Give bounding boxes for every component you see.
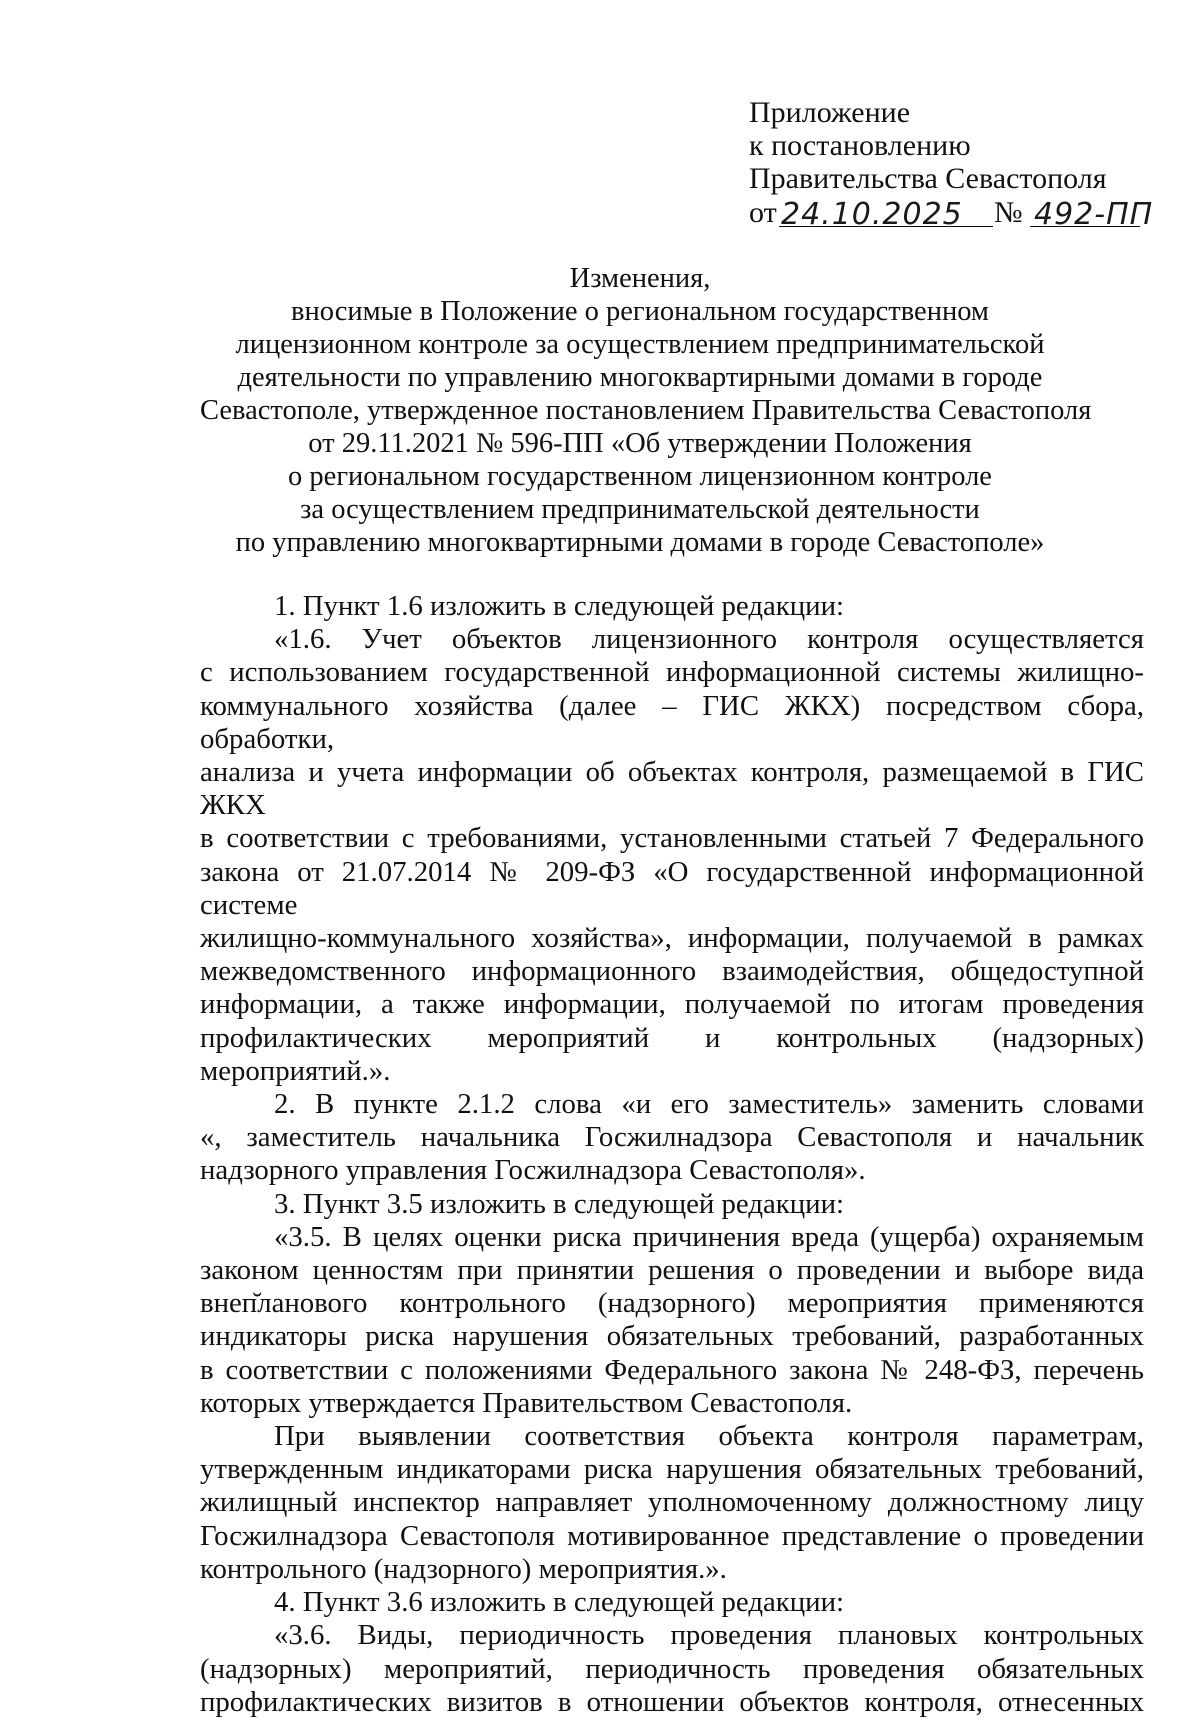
text-line: надзорного управления Госжилнадзора Севастополя». <box>200 1154 866 1187</box>
text-line: «1.6. Учет объектов лицензионного контроля осуществляется <box>274 623 1144 656</box>
text-line: закона от 21.07.2014 № 209-ФЗ «О государственной информационной системе <box>200 855 1144 921</box>
paragraph-6 <box>200 1420 1144 1586</box>
paragraph-8 <box>200 1619 1144 1719</box>
paragraph-3 <box>200 1088 1144 1188</box>
date-underline <box>779 226 993 227</box>
text-line: «3.6. Виды, периодичность проведения плановых контрольных <box>274 1619 1144 1652</box>
appendix-block <box>749 96 1169 195</box>
paragraph-5 <box>200 1221 1144 1420</box>
text-line: информации, а также информации, получаемой по итогам проведения <box>200 988 1144 1021</box>
number-prefix: № <box>994 196 1023 229</box>
text-line: в соответствии с положениями Федерального закона № 248-ФЗ, перечень <box>200 1353 1144 1386</box>
appendix-line-1: Приложение <box>749 96 911 129</box>
title-line: Севастополе, утвержденное постановлением Правительства Севастополя <box>200 395 1092 426</box>
text-line: утвержденным индикаторами риска нарушения обязательных требований, <box>200 1453 1144 1486</box>
handwritten-number: 492-ПП <box>1034 197 1154 232</box>
title-heading: Изменения, <box>569 263 711 294</box>
text-line: «3.5. В целях оценки риска причинения вреда (ущерба) охраняемым <box>274 1220 1144 1253</box>
number-underline <box>1030 226 1140 227</box>
text-line: коммунального хозяйства (далее – ГИС ЖКХ) посредством сбора, обработки, <box>200 689 1144 755</box>
paragraph-4: 3. Пункт 3.5 изложить в следующей редакции: <box>274 1187 844 1220</box>
text-line: законом ценностям при принятии решения о проведении и выборе вида <box>200 1254 1144 1287</box>
text-line: Госжилнадзора Севастополя мотивированное представление о проведении <box>200 1519 1144 1552</box>
text-line: (надзорных) мероприятий, периодичность проведения обязательных <box>200 1652 1144 1685</box>
text-line: жилищно-коммунального хозяйства», информации, получаемой в рамках <box>200 922 1144 955</box>
text-line: контрольного (надзорного) мероприятия.». <box>200 1552 727 1585</box>
document-title <box>200 262 1092 559</box>
text-line: с использованием государственной информационной системы жилищно- <box>200 656 1144 689</box>
title-line: от 29.11.2021 № 596-ПП «Об утверждении Положения <box>308 428 972 459</box>
text-line: профилактических визитов в отношении объектов контроля, отнесенных <box>200 1685 1144 1718</box>
paragraph-1: 1. Пункт 1.6 изложить в следующей редакции: <box>274 590 844 622</box>
paragraph-7: 4. Пункт 3.6 изложить в следующей редакции: <box>274 1586 844 1619</box>
title-line: деятельности по управлению многоквартирными домами в городе <box>237 362 1043 393</box>
text-line: которых утверждается Правительством Севастополя. <box>200 1386 853 1419</box>
date-prefix: от <box>749 196 777 229</box>
appendix-line-3: Правительства Севастополя <box>749 162 1107 195</box>
text-line: внеп̆ланового контрольного (надзорного) мероприятия применяются <box>200 1287 1144 1320</box>
text-line: 2. В пункте 2.1.2 слова «и его заместитель» заменить словами <box>274 1088 1144 1121</box>
text-line: межведомственного информационного взаимодействия, общедоступной <box>200 955 1144 988</box>
title-line: за осуществлением предпринимательской деятельности <box>300 494 980 525</box>
text-line: При выявлении соответствия объекта контроля параметрам, <box>274 1420 1144 1453</box>
text-line: «, заместитель начальника Госжилнадзора Севастополя и начальник <box>200 1121 1144 1154</box>
text-line: анализа и учета информации об объектах контроля, размещаемой в ГИС ЖКХ <box>200 756 1144 822</box>
document-body <box>200 590 1144 1719</box>
title-line: о региональном государственном лицензионном контроле <box>288 461 992 492</box>
title-line: по управлению многоквартирными домами в городе Севастополе» <box>235 527 1045 558</box>
text-line: в соответствии с требованиями, установленными статьей 7 Федерального <box>200 822 1144 855</box>
handwritten-date: 24.10.2025 <box>781 197 963 232</box>
title-line: вносимые в Положение о региональном государственном <box>291 296 989 327</box>
appendix-line-2: к постановлению <box>749 129 971 162</box>
text-line: профилактических мероприятий и контрольных (надзорных) мероприятий.». <box>200 1021 1144 1087</box>
paragraph-2 <box>200 623 1144 1088</box>
title-line: лицензионном контроле за осуществлением предпринимательской <box>235 329 1045 360</box>
text-line: жилищный инспектор направляет уполномоченному должностному лицу <box>200 1486 1144 1519</box>
text-line: индикаторы риска нарушения обязательных требований, разработанных <box>200 1320 1144 1353</box>
